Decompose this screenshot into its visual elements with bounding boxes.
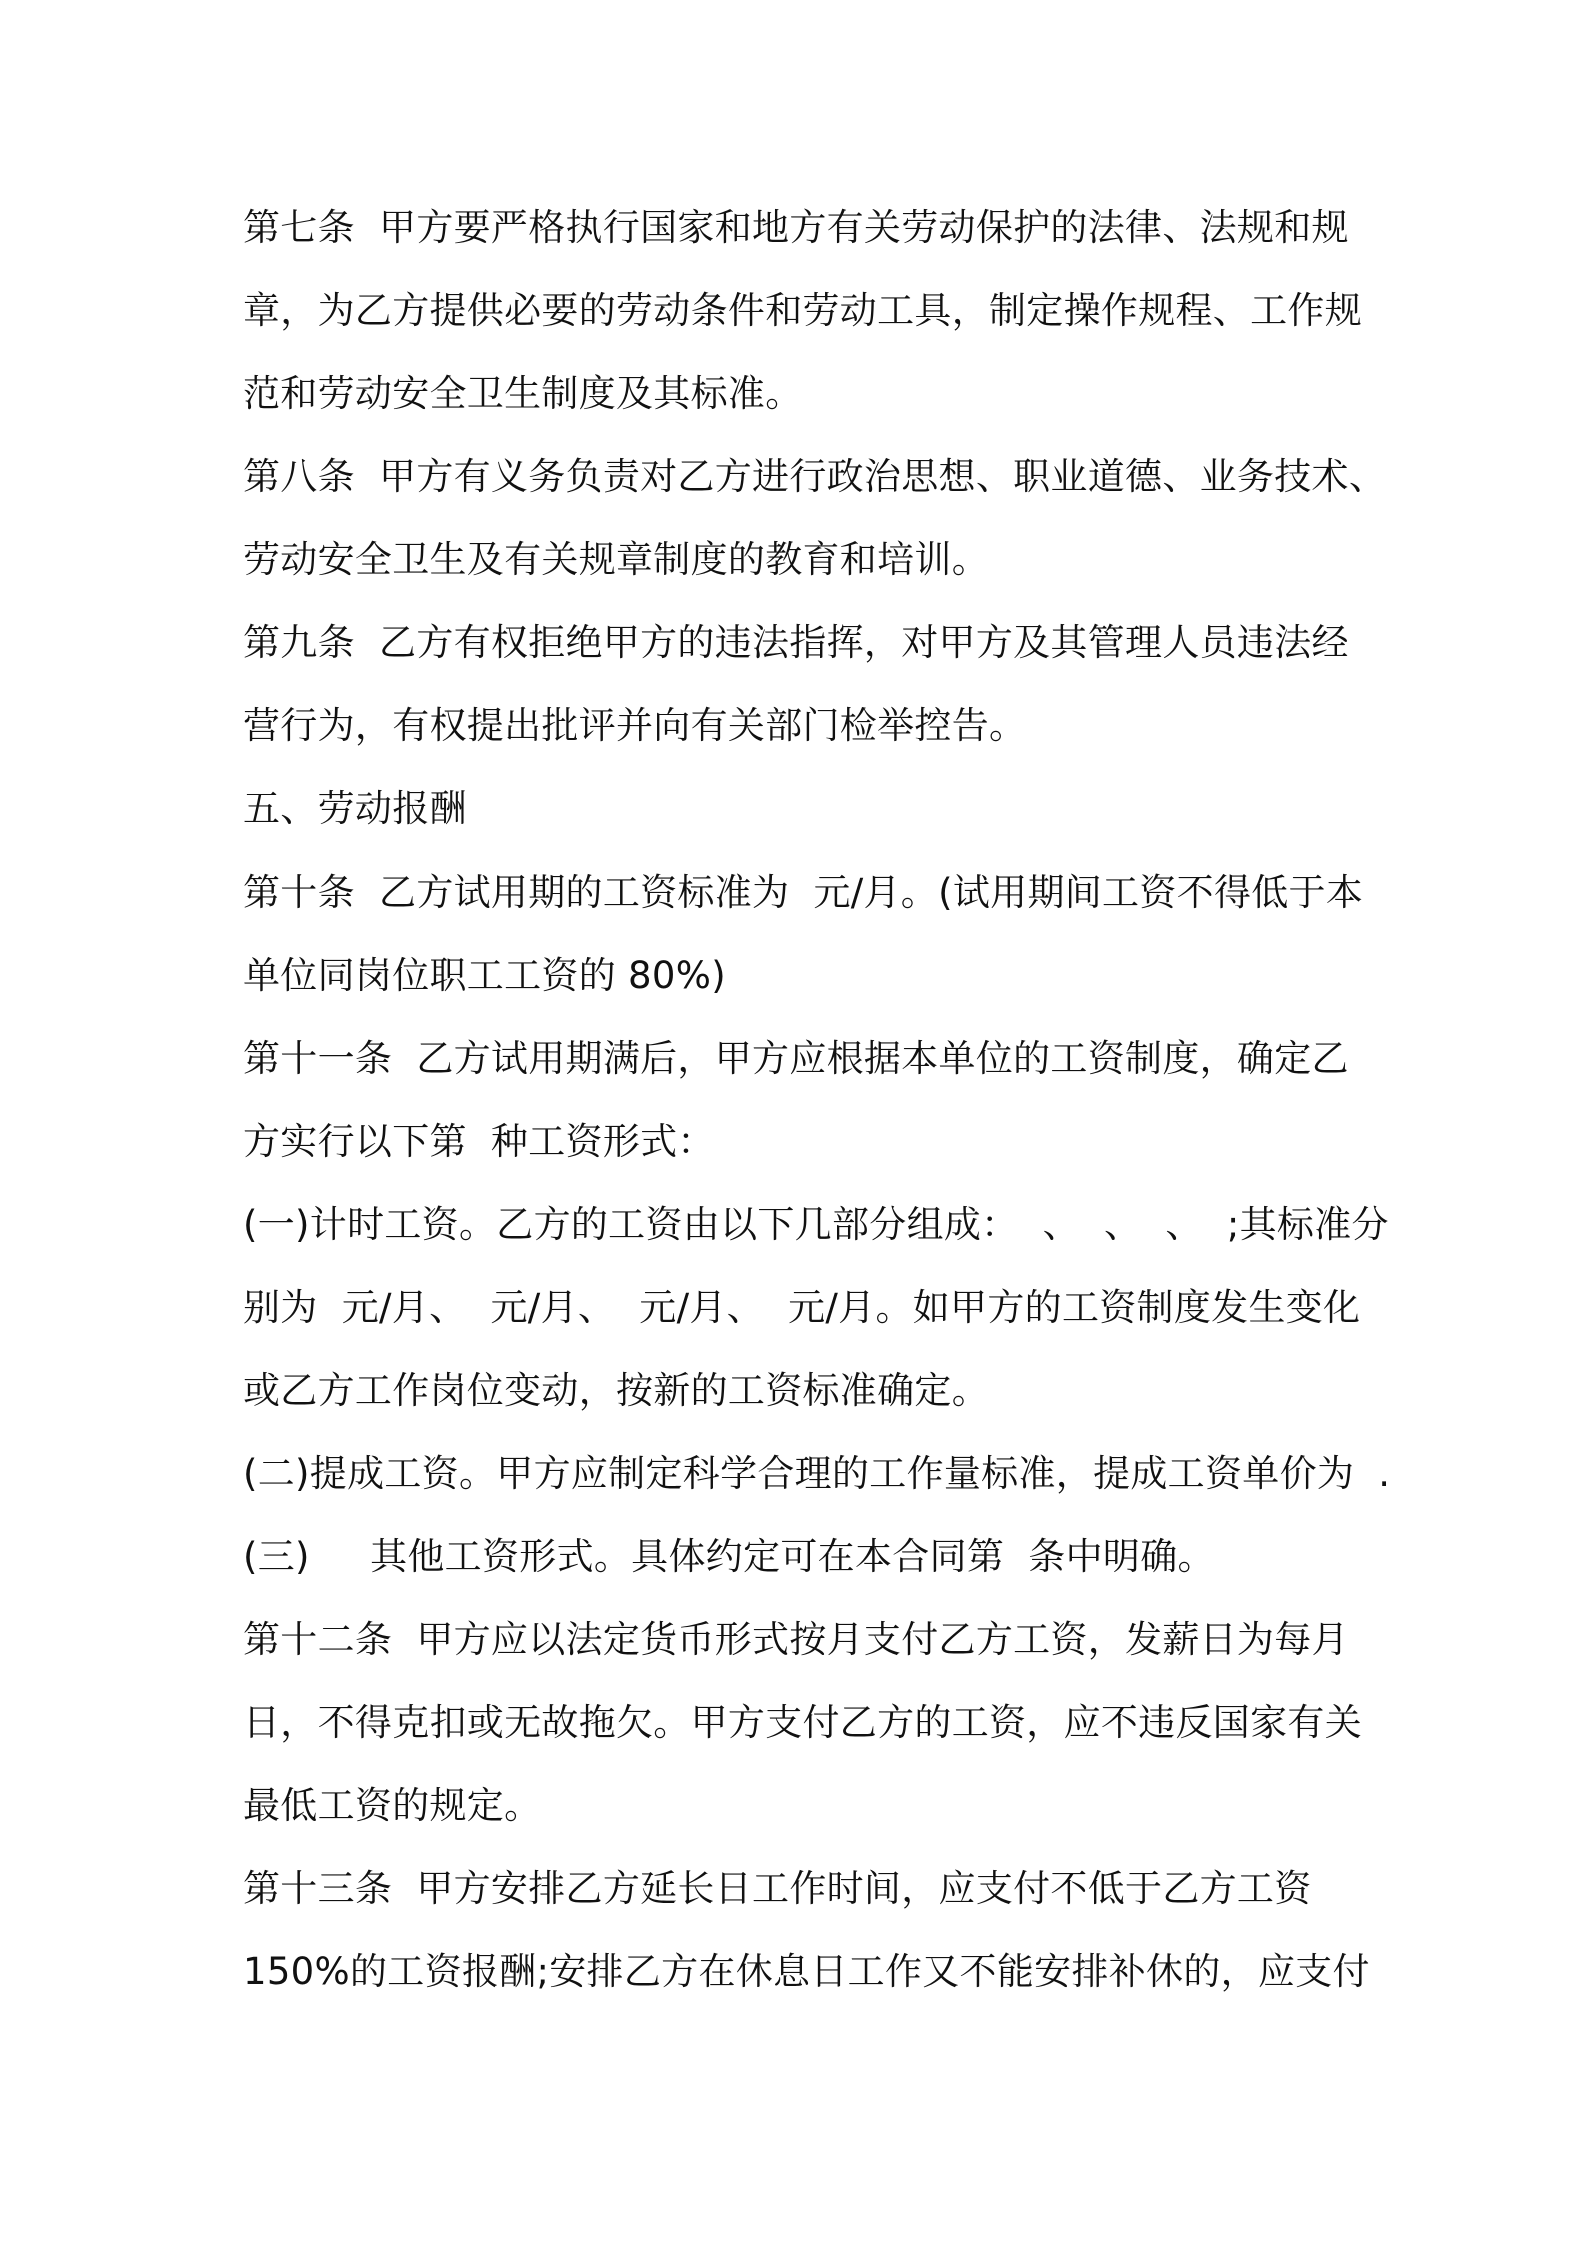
section-heading: 五、劳动报酬 <box>243 787 467 830</box>
text-line: 方实行以下第 种工资形式： <box>243 1120 715 1163</box>
text-line: (三) 其他工资形式。具体约定可在本合同第 条中明确。 <box>243 1535 1215 1578</box>
text-line: 章，为乙方提供必要的劳动条件和劳动工具，制定操作规程、工作规 <box>243 289 1362 332</box>
text-line: 最低工资的规定。 <box>243 1784 542 1827</box>
text-line: 别为 元/月、 元/月、 元/月、 元/月。如甲方的工资制度发生变化 <box>243 1286 1361 1329</box>
text-line: (一)计时工资。乙方的工资由以下几部分组成： 、 、 、 ;其标准分 <box>243 1203 1389 1246</box>
text-line: 第七条 甲方要严格执行国家和地方有关劳动保护的法律、法规和规 <box>243 206 1349 249</box>
text-line: 日，不得克扣或无故拖欠。甲方支付乙方的工资，应不违反国家有关 <box>243 1701 1362 1744</box>
text-line: 范和劳动安全卫生制度及其标准。 <box>243 372 803 415</box>
text-line: 第十一条 乙方试用期满后，甲方应根据本单位的工资制度，确定乙 <box>243 1037 1349 1080</box>
text-line: 第九条 乙方有权拒绝甲方的违法指挥，对甲方及其管理人员违法经 <box>243 621 1349 664</box>
text-line: 营行为，有权提出批评并向有关部门检举控告。 <box>243 704 1027 747</box>
text-line: 第十二条 甲方应以法定货币形式按月支付乙方工资，发薪日为每月 <box>243 1618 1349 1661</box>
text-line: 第十条 乙方试用期的工资标准为 元/月。(试用期间工资不得低于本 <box>243 871 1364 914</box>
text-line: 150%的工资报酬;安排乙方在休息日工作又不能安排补休的，应支付 <box>243 1950 1370 1993</box>
text-line: 或乙方工作岗位变动，按新的工资标准确定。 <box>243 1369 989 1412</box>
text-line: 第十三条 甲方安排乙方延长日工作时间，应支付不低于乙方工资 <box>243 1867 1312 1910</box>
text-line: (二)提成工资。甲方应制定科学合理的工作量标准，提成工资单价为 . <box>243 1452 1391 1495</box>
text-line: 劳动安全卫生及有关规章制度的教育和培训。 <box>243 538 989 581</box>
text-line: 单位同岗位职工工资的 80%) <box>243 954 726 997</box>
text-line: 第八条 甲方有义务负责对乙方进行政治思想、职业道德、业务技术、 <box>243 455 1387 498</box>
